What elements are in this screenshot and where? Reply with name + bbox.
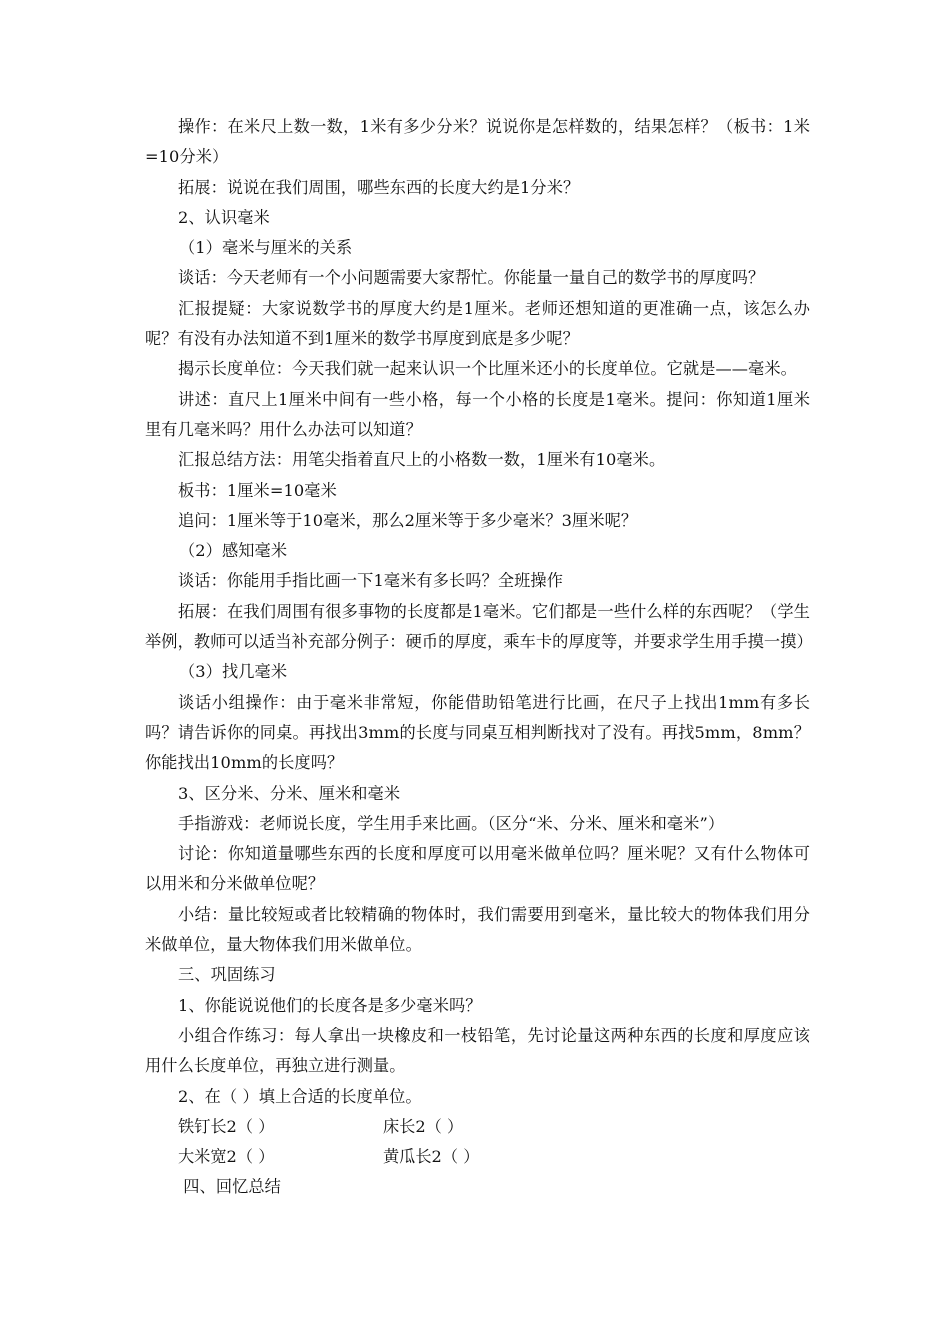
- paragraph-group-operation: 谈话小组操作：由于毫米非常短，你能借助铅笔进行比画，在尺子上找出1mm有多长吗？请告诉你的同桌。再找出3mm的长度与同桌互相判断找对了没有。再找5mm，8mm？你能找出10mm的长度吗？: [145, 692, 810, 773]
- subheading-find-mm: （3）找几毫米: [179, 662, 288, 682]
- exercise-item-bed: 床长2（ ）: [383, 1116, 464, 1136]
- paragraph-group-practice: 小组合作练习：每人拿出一块橡皮和一枝铅笔，先讨论量这两种东西的长度和厚度应该用什么长度单位，再独立进行测量。: [145, 1025, 810, 1076]
- section-heading-mm: 2、认识毫米: [178, 207, 270, 227]
- exercise-1: 1、你能说说他们的长度各是多少毫米吗？: [178, 995, 482, 1015]
- paragraph-summary-method: 汇报总结方法：用笔尖指着直尺上的小格数一数，1厘米有10毫米。: [178, 450, 666, 470]
- paragraph-follow-up: 追问：1厘米等于10毫米，那么2厘米等于多少毫米？3厘米呢？: [178, 510, 638, 530]
- paragraph-narration: 讲述：直尺上1厘米中间有一些小格，每一个小格的长度是1毫米。提问：你知道1厘米里有几毫米吗？用什么办法可以知道？: [145, 389, 810, 439]
- paragraph-finger-game: 手指游戏：老师说长度，学生用手来比画。（区分“米、分米、厘米和毫米”）: [178, 813, 725, 833]
- section-heading-review: 四、回忆总结: [178, 1177, 281, 1197]
- paragraph-extension-examples: 拓展：在我们周围有很多事物的长度都是1毫米。它们都是一些什么样的东西呢？（学生举例，教师可以适当补充部分例子：硬币的厚度，乘车卡的厚度等，并要求学生用手摸一摸）: [145, 601, 813, 652]
- paragraph-discussion: 讨论：你知道量哪些东西的长度和厚度可以用毫米做单位吗？厘米呢？又有什么物体可以用米和分米做单位呢？: [145, 844, 810, 894]
- paragraph-talk-finger: 谈话：你能用手指比画一下1毫米有多长吗？全班操作: [178, 571, 564, 591]
- paragraph-report-question: 汇报提疑：大家说数学书的厚度大约是1厘米。老师还想知道的更准确一点，该怎么办呢？有没有办法知道不到1厘米的数学书厚度到底是多少呢？: [145, 298, 810, 349]
- exercise-item-cucumber: 黄瓜长2（ ）: [383, 1147, 480, 1167]
- section-heading-distinguish: 3、区分米、分米、厘米和毫米: [178, 783, 401, 803]
- exercise-item-rice: 大米宽2（ ）: [178, 1147, 275, 1167]
- paragraph-reveal-unit: 揭示长度单位：今天我们就一起来认识一个比厘米还小的长度单位。它就是——毫米。: [178, 359, 797, 379]
- exercise-row: [145, 1112, 810, 1142]
- paragraph-operation: 操作：在米尺上数一数，1米有多少分米？说说你是怎样数的，结果怎样？（板书：1米=10分米）: [145, 117, 810, 167]
- exercise-row: [145, 1142, 810, 1172]
- section-heading-practice: 三、巩固练习: [178, 965, 276, 985]
- exercise-2: 2、在（ ）填上合适的长度单位。: [178, 1086, 422, 1106]
- paragraph-talk-thickness: 谈话：今天老师有一个小问题需要大家帮忙。你能量一量自己的数学书的厚度吗？: [178, 268, 765, 288]
- subheading-mm-cm-relation: （1）毫米与厘米的关系: [179, 238, 353, 258]
- exercise-item-nail: 铁钉长2（ ）: [178, 1116, 275, 1136]
- paragraph-conclusion: 小结：量比较短或者比较精确的物体时，我们需要用到毫米，量比较大的物体我们用分米做单位，量大物体我们用米做单位。: [145, 904, 810, 955]
- lesson-body: [145, 112, 813, 1203]
- subheading-perceive-mm: （2）感知毫米: [179, 541, 288, 561]
- paragraph-extension-dm: 拓展：说说在我们周围，哪些东西的长度大约是1分米？: [178, 177, 580, 197]
- paragraph-board-note: 板书：1厘米=10毫米: [178, 480, 337, 500]
